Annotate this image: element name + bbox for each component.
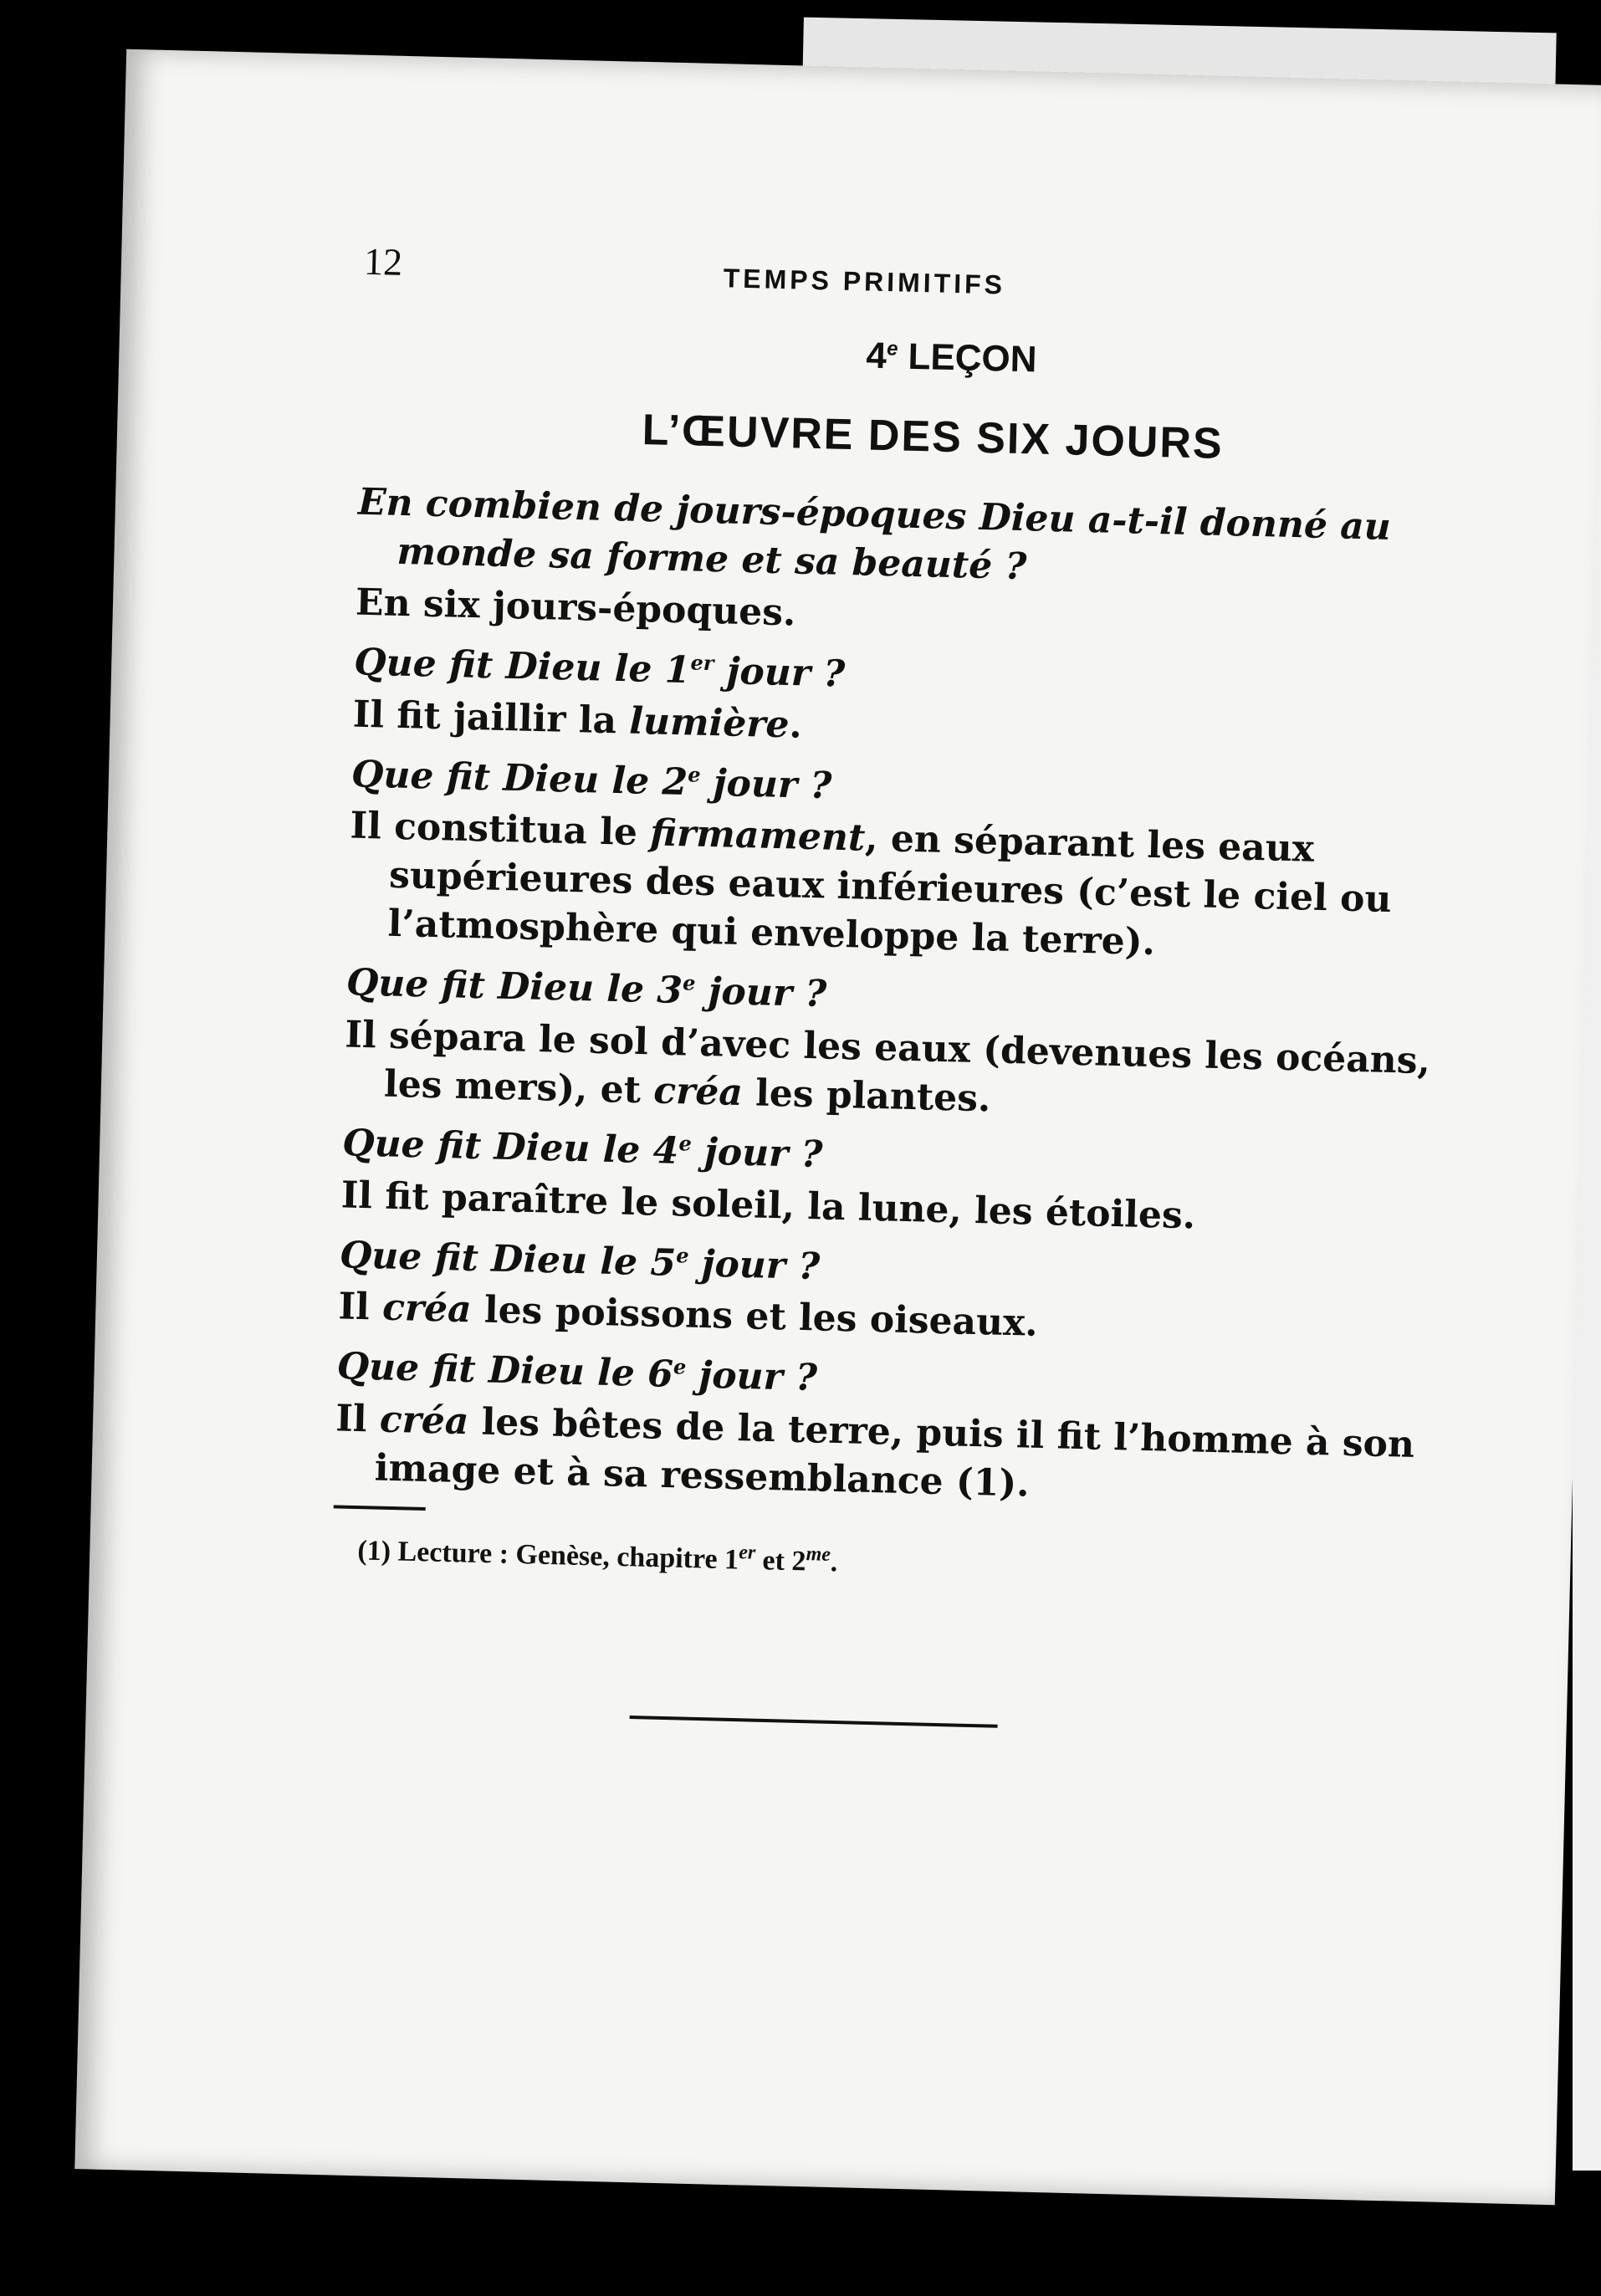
question-text: Que fit Dieu le 3 (345, 961, 683, 1013)
answer-text: Il (337, 1285, 383, 1329)
answer-text: les plantes. (742, 1071, 991, 1121)
question-text: jour ? (688, 1241, 821, 1288)
question-text: jour ? (685, 1353, 818, 1400)
question-text: Que fit Dieu le 1 (353, 641, 692, 693)
question-text: jour ? (690, 1130, 824, 1177)
question-text: Que fit Dieu le 6 (336, 1345, 674, 1397)
answer-3 (347, 802, 1463, 974)
ordinal-suffix: e (687, 762, 701, 787)
answer-emphasis: firmament (649, 811, 866, 860)
answer-text: Il fit jaillir la (352, 693, 631, 743)
lesson-number-suffix: e (886, 337, 898, 361)
question-1: En combien de jours-époques Dieu a-t-il donné au monde sa forme et sa beauté ? (357, 480, 1392, 589)
footnote-text: (1) Lecture : Genèse, chapitre 1 (357, 1535, 739, 1576)
lesson-title: L’ŒUVRE DES SIX JOURS (642, 405, 1225, 468)
answer-5: Il fit paraître le soleil, la lune, les étoiles. (340, 1174, 1196, 1238)
answer-text: les bêtes de la terre, puis il fit l’homme à son image et à sa ressemblance (1). (374, 1400, 1415, 1506)
question-text: jour ? (699, 761, 832, 807)
lesson-number (428, 325, 1475, 392)
question-text: Que fit Dieu le 5 (339, 1233, 677, 1285)
ordinal-suffix: e (675, 1242, 689, 1268)
running-title: TEMPS PRIMITIFS (723, 263, 1006, 300)
answer-text: Il constitua le (350, 804, 651, 855)
answer-text: . (788, 703, 803, 747)
ordinal-suffix: e (678, 1131, 693, 1156)
answer-text: , en séparant les eaux supérieures des eaux inférieures (c’est le ciel ou l’atmosphère qui enveloppe la terre). (387, 816, 1393, 964)
page-content (329, 239, 1477, 1739)
book-page (74, 49, 1601, 2205)
lesson-number-value: 4 (865, 335, 887, 377)
footnote (332, 1532, 1445, 1593)
lesson-word: LEÇON (907, 335, 1038, 381)
answer-emphasis: créa (652, 1069, 744, 1115)
footnote-text: . (830, 1547, 838, 1578)
question-text: jour ? (694, 969, 827, 1016)
ordinal-suffix: er (738, 1542, 756, 1564)
answer-emphasis: créa (381, 1286, 473, 1332)
page-header (363, 239, 1476, 325)
ordinal-suffix: me (806, 1543, 831, 1566)
question-text: Que fit Dieu le 4 (341, 1122, 679, 1173)
footnote-rule (334, 1505, 426, 1511)
page-number: 12 (363, 239, 403, 284)
end-rule (630, 1716, 998, 1728)
ordinal-suffix: e (682, 970, 696, 996)
question-answer-list (334, 478, 1471, 1519)
footnote-text: et 2 (754, 1544, 806, 1578)
ordinal-suffix: e (673, 1354, 687, 1379)
ordinal-suffix: er (690, 650, 714, 676)
answer-emphasis: lumière (628, 699, 790, 747)
answer-emphasis: créa (379, 1398, 469, 1444)
question-text: jour ? (713, 649, 846, 696)
question-text: Que fit Dieu le 2 (350, 752, 688, 804)
answer-text: les poissons et les oiseaux. (471, 1288, 1039, 1346)
answer-1: En six jours-époques. (355, 580, 796, 635)
answer-text: Il sépara le sol d’avec les eaux (devenues les océans, les mers), et (344, 1013, 1431, 1112)
answer-text: Il (335, 1397, 381, 1441)
